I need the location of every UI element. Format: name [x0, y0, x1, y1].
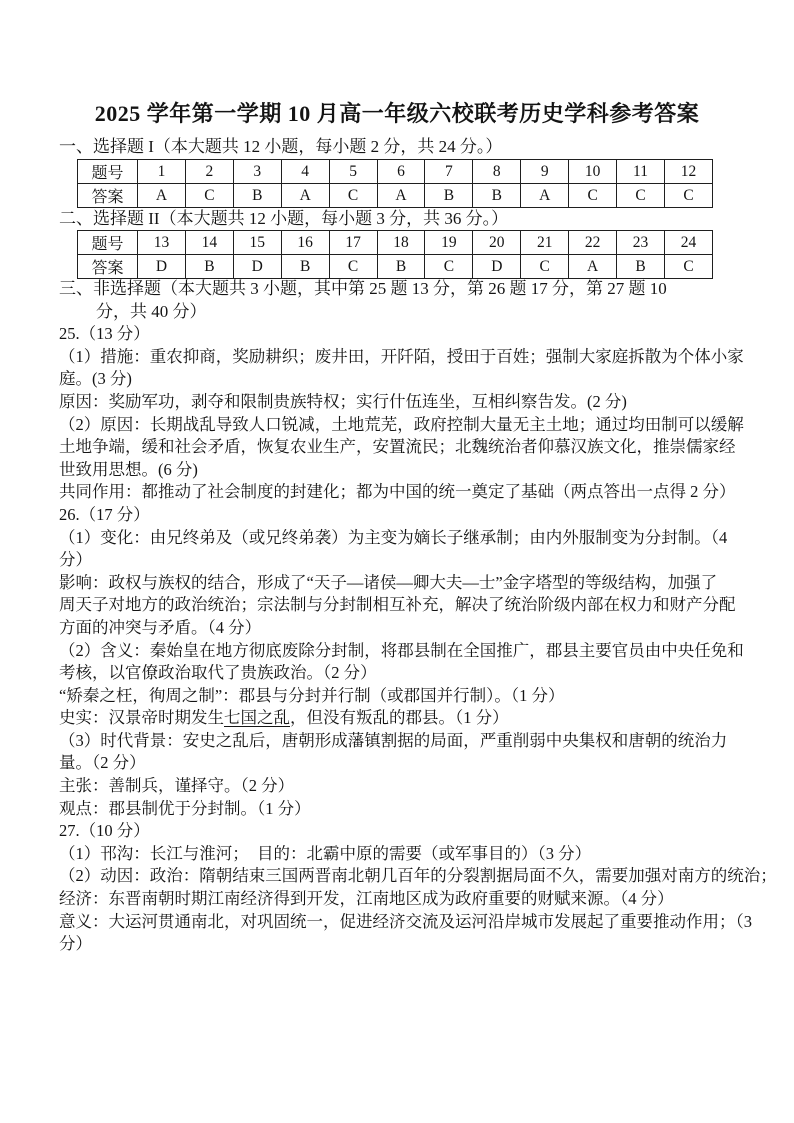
table-cell: 3: [233, 160, 281, 184]
table-cell: 11: [617, 160, 665, 184]
answer-line: 量。（2 分）: [59, 753, 146, 773]
question-row-label: 题号: [78, 160, 138, 184]
answer-table-2: [77, 230, 713, 279]
table-cell: 7: [425, 160, 473, 184]
table-row-questions: [78, 160, 713, 184]
answer-line: 经济：东晋南朝时期江南经济得到开发，江南地区成为政府重要的财赋来源。（4 分）: [59, 889, 674, 909]
table-cell: 12: [664, 160, 712, 184]
table-cell: A: [138, 184, 186, 208]
answer-line: 分）: [59, 550, 92, 570]
table-cell: 9: [521, 160, 569, 184]
question-row-label: 题号: [78, 231, 138, 255]
q26-number: 26.（17 分）: [59, 504, 150, 524]
table-cell: 1: [138, 160, 186, 184]
table-cell: C: [664, 255, 712, 279]
answer-line: 观点：郡县制优于分封制。（1 分）: [59, 798, 311, 818]
table-cell: B: [377, 255, 425, 279]
shishi-prefix: 史实：汉景帝时期发生: [59, 708, 224, 728]
answer-line: （1）邗沟：长江与淮河； 目的：北霸中原的需要（或军事目的）（3 分）: [59, 843, 592, 863]
table-cell: C: [521, 255, 569, 279]
answer-line: 意义：大运河贯通南北，对巩固统一，促进经济交流及运河沿岸城市发展起了重要推动作用；（3: [59, 911, 752, 931]
table-cell: B: [473, 184, 521, 208]
table-cell: B: [617, 255, 665, 279]
table-cell: D: [233, 255, 281, 279]
section2-heading: 二、选择题 II（本大题共 12 小题，每小题 3 分，共 36 分。）: [59, 209, 509, 228]
answer-line: 影响：政权与族权的结合，形成了“天子—诸侯—卿大夫—士”金字塔型的等级结构，加强了: [59, 572, 718, 592]
answer-line: 考核，以官僚政治取代了贵族政治。（2 分）: [59, 663, 377, 683]
answer-line: 共同作用：都推动了社会制度的封建化；都为中国的统一奠定了基础（两点答出一点得 2 分）: [59, 482, 736, 502]
section1-heading: 一、选择题 I（本大题共 12 小题，每小题 2 分，共 24 分。）: [59, 137, 503, 156]
answer-line: （2）含义：秦始皇在地方彻底废除分封制，将郡县制在全国推广，郡县主要官员由中央任免和: [59, 640, 744, 660]
answer-line: 分）: [59, 934, 92, 954]
table-cell: C: [425, 255, 473, 279]
answer-line: 主张：善制兵，谨择守。（2 分）: [59, 776, 295, 796]
table-cell: B: [281, 255, 329, 279]
table-cell: B: [425, 184, 473, 208]
table-cell: A: [521, 184, 569, 208]
answer-line: （1）措施：重农抑商，奖励耕织；废井田，开阡陌，授田于百姓；强制大家庭拆散为个体小家: [59, 346, 744, 366]
table-cell: 13: [138, 231, 186, 255]
answer-table-1: [77, 159, 713, 208]
table-cell: 21: [521, 231, 569, 255]
table-cell: 20: [473, 231, 521, 255]
answer-line: 土地争端，缓和社会矛盾，恢复农业生产，安置流民；北魏统治者仰慕汉族文化，推崇儒家经: [59, 437, 736, 457]
answer-line-shishi: [59, 707, 749, 730]
table-cell: C: [664, 184, 712, 208]
table-cell: C: [617, 184, 665, 208]
q25-number: 25.（13 分）: [59, 324, 150, 344]
answer-row-label: 答案: [78, 184, 138, 208]
table-cell: 22: [569, 231, 617, 255]
table-cell: 10: [569, 160, 617, 184]
answer-line: 世致用思想。(6 分): [59, 459, 198, 479]
table-cell: 8: [473, 160, 521, 184]
answer-line: 方面的冲突与矛盾。（4 分）: [59, 617, 262, 637]
answer-line: “矫秦之枉，徇周之制”：郡县与分封并行制（或郡国并行制）。（1 分）: [59, 685, 565, 705]
section3-heading-line2: 分，共 40 分）: [96, 301, 207, 321]
answer-line: （2）原因：长期战乱导致人口锐减，土地荒芜，政府控制大量无主土地；通过均田制可以缓解: [59, 414, 744, 434]
table-cell: 6: [377, 160, 425, 184]
table-cell: C: [329, 184, 377, 208]
shishi-underlined-term: 七国之乱: [224, 708, 290, 728]
table-cell: C: [329, 255, 377, 279]
shishi-suffix: ，但没有叛乱的郡县。（1 分）: [290, 708, 509, 728]
page-title: 2025 学年第一学期 10 月高一年级六校联考历史学科参考答案: [94, 101, 700, 126]
q27-number: 27.（10 分）: [59, 821, 150, 841]
table-cell: 24: [664, 231, 712, 255]
table-cell: B: [185, 255, 233, 279]
table-cell: 16: [281, 231, 329, 255]
table-row-answers: [78, 184, 713, 208]
table-cell: A: [569, 255, 617, 279]
table-cell: D: [473, 255, 521, 279]
table-cell: C: [185, 184, 233, 208]
table-row-answers: [78, 255, 713, 279]
table-cell: B: [233, 184, 281, 208]
answer-row-label: 答案: [78, 255, 138, 279]
answer-line: 原因：奖励军功，剥夺和限制贵族特权；实行什伍连坐，互相纠察告发。(2 分): [59, 391, 627, 411]
table-cell: D: [138, 255, 186, 279]
table-cell: A: [281, 184, 329, 208]
answer-line: （3）时代背景：安史之乱后，唐朝形成藩镇割据的局面，严重削弱中央集权和唐朝的统治力: [59, 730, 728, 750]
answer-line: 庭。(3 分): [59, 369, 132, 389]
answer-line: （2）动因：政治：隋朝结束三国两晋南北朝几百年的分裂割据局面不久，需要加强对南方的统治；: [59, 866, 777, 886]
table-cell: 2: [185, 160, 233, 184]
table-cell: 4: [281, 160, 329, 184]
answers-body: [59, 278, 777, 956]
table-cell: 18: [377, 231, 425, 255]
answer-line: （1）变化：由兄终弟及（或兄终弟袭）为主变为嫡长子继承制；由内外服制变为分封制。（4: [59, 527, 728, 547]
table-cell: 17: [329, 231, 377, 255]
table-cell: 19: [425, 231, 473, 255]
table-cell: 15: [233, 231, 281, 255]
answer-line: 周天子对地方的政治统治；宗法制与分封制相互补充，解决了统治阶级内部在权力和财产分配: [59, 595, 736, 615]
table-cell: 23: [617, 231, 665, 255]
table-cell: 14: [185, 231, 233, 255]
table-cell: 5: [329, 160, 377, 184]
section3-heading-line1: 三、非选择题（本大题共 3 小题，其中第 25 题 13 分，第 26 题 17 分，第 27 题 10: [59, 279, 667, 298]
table-cell: A: [377, 184, 425, 208]
table-row-questions: [78, 231, 713, 255]
table-cell: C: [569, 184, 617, 208]
